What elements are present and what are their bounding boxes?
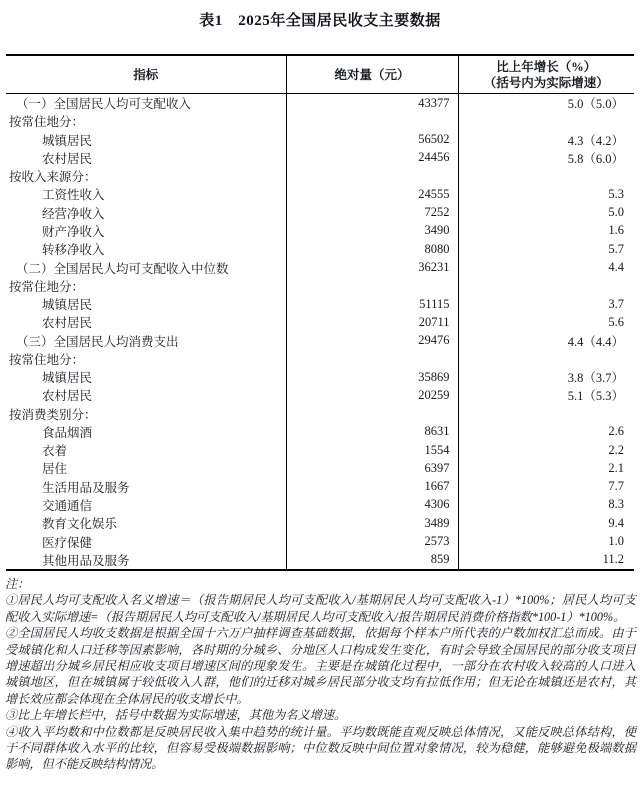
- growth-cell: 5.3: [458, 185, 634, 203]
- table-row: [6, 258, 634, 276]
- table-row: [6, 350, 634, 368]
- absolute-amount-cell: [286, 167, 458, 185]
- table-row: [6, 386, 634, 404]
- growth-cell: 4.3（4.2）: [458, 131, 634, 149]
- absolute-amount-cell: 6397: [286, 459, 458, 477]
- growth-cell: 5.7: [458, 240, 634, 258]
- table-row: [6, 149, 634, 167]
- table-row: [6, 423, 634, 441]
- absolute-amount-cell: 51115: [286, 295, 458, 313]
- growth-cell: 4.4: [458, 258, 634, 276]
- table-row: [6, 441, 634, 459]
- absolute-amount-cell: 3490: [286, 222, 458, 240]
- growth-cell: 2.1: [458, 459, 634, 477]
- absolute-amount-cell: 8631: [286, 423, 458, 441]
- col-header-growth: [458, 55, 634, 94]
- indicator-cell: 城镇居民: [42, 133, 93, 148]
- indicator-cell: 交通通信: [42, 498, 93, 513]
- growth-cell: 1.0: [458, 532, 634, 550]
- growth-cell: 5.0（5.0）: [458, 94, 634, 113]
- growth-cell: [458, 277, 634, 295]
- absolute-amount-cell: 1667: [286, 478, 458, 496]
- indicator-cell: 按消费类别分：: [9, 407, 97, 422]
- absolute-amount-cell: 7252: [286, 204, 458, 222]
- growth-cell: 1.6: [458, 222, 634, 240]
- indicator-cell: 经营净收入: [42, 206, 105, 221]
- absolute-amount-cell: 1554: [286, 441, 458, 459]
- indicator-cell: 食品烟酒: [42, 425, 93, 440]
- growth-cell: 2.6: [458, 423, 634, 441]
- note-item: ③比上年增长栏中，括号中数据为实际增速，其他为名义增速。: [5, 708, 347, 723]
- growth-cell: [458, 167, 634, 185]
- table-row: [6, 496, 634, 514]
- notes-section: [5, 576, 636, 773]
- absolute-amount-cell: 20259: [286, 386, 458, 404]
- indicator-cell: 转移净收入: [42, 243, 105, 258]
- growth-cell: 11.2: [458, 551, 634, 570]
- growth-cell: 5.8（6.0）: [458, 149, 634, 167]
- notes-label: 注：: [5, 576, 30, 591]
- absolute-amount-cell: 2573: [286, 532, 458, 550]
- table-header: [6, 55, 634, 94]
- indicator-cell: 农村居民: [42, 316, 93, 331]
- table-row: [6, 185, 634, 203]
- absolute-amount-cell: 8080: [286, 240, 458, 258]
- absolute-amount-cell: 36231: [286, 258, 458, 276]
- indicator-cell: 城镇居民: [42, 298, 93, 313]
- table-row: [6, 331, 634, 349]
- growth-cell: [458, 350, 634, 368]
- absolute-amount-cell: 3489: [286, 514, 458, 532]
- table-row: [6, 313, 634, 331]
- absolute-amount-cell: 859: [286, 551, 458, 570]
- notes-list: [5, 592, 636, 772]
- absolute-amount-cell: [286, 277, 458, 295]
- growth-cell: 8.3: [458, 496, 634, 514]
- indicator-cell: 按常住地分：: [9, 279, 85, 294]
- absolute-amount-cell: 24456: [286, 149, 458, 167]
- table-row: [6, 532, 634, 550]
- table-row: [6, 167, 634, 185]
- table-row: [6, 368, 634, 386]
- indicator-cell: 农村居民: [42, 151, 93, 166]
- table-row: [6, 222, 634, 240]
- table-header-row: [6, 55, 634, 94]
- table-row: [6, 277, 634, 295]
- table-body: [6, 94, 634, 570]
- table-row: [6, 295, 634, 313]
- indicator-cell: 衣着: [42, 444, 68, 459]
- note-item: ①居民人均可支配收入名义增速＝（报告期居民人均可支配收入/基期居民人均可支配收入-1）*100%；居民人均可支配收入实际增速=（报告期居民人均可支配收入/基期居民人均可支配收入/报告期居民消费价格指数*100-1）*100%。: [5, 593, 636, 624]
- indicator-cell: （三）全国居民人均消费支出: [16, 334, 179, 349]
- income-expenditure-table: [6, 54, 634, 571]
- indicator-cell: （二）全国居民人均可支配收入中位数: [16, 261, 229, 276]
- table-row: [6, 551, 634, 570]
- indicator-cell: （一）全国居民人均可支配收入: [16, 97, 192, 112]
- growth-cell: 3.8（3.7）: [458, 368, 634, 386]
- indicator-cell: 按常住地分：: [9, 115, 85, 130]
- growth-cell: 5.6: [458, 313, 634, 331]
- absolute-amount-cell: 35869: [286, 368, 458, 386]
- growth-cell: 4.4（4.4）: [458, 331, 634, 349]
- note-item: ④收入平均数和中位数都是反映居民收入集中趋势的统计量。平均数既能直观反映总体情况，又能反映总体结构，便于不同群体收入水平的比较，但容易受极端数据影响；中位数反映中间位置对象情况，较为稳健，能够避免极端数据影响，但不能反映结构情况。: [5, 724, 636, 772]
- indicator-cell: 按收入来源分：: [9, 170, 97, 185]
- col-header-absolute-amount: 绝对量（元）: [286, 55, 458, 94]
- table-row: [6, 514, 634, 532]
- indicator-cell: 城镇居民: [42, 371, 93, 386]
- table-row: [6, 459, 634, 477]
- growth-cell: 3.7: [458, 295, 634, 313]
- col-header-growth-line1: 比上年增长（%）: [496, 59, 597, 74]
- col-header-growth-line2: （括号内为实际增速）: [483, 75, 609, 90]
- indicator-cell: 工资性收入: [42, 188, 105, 203]
- table-row: [6, 131, 634, 149]
- absolute-amount-cell: [286, 405, 458, 423]
- growth-cell: [458, 405, 634, 423]
- indicator-cell: 居住: [42, 462, 68, 477]
- table-row: [6, 405, 634, 423]
- growth-cell: 2.2: [458, 441, 634, 459]
- growth-cell: 5.1（5.3）: [458, 386, 634, 404]
- growth-cell: 5.0: [458, 204, 634, 222]
- indicator-cell: 农村居民: [42, 389, 93, 404]
- table-row: [6, 204, 634, 222]
- indicator-cell: 其他用品及服务: [42, 553, 130, 568]
- growth-cell: 9.4: [458, 514, 634, 532]
- col-header-indicator: 指标: [6, 55, 286, 94]
- absolute-amount-cell: 43377: [286, 94, 458, 113]
- absolute-amount-cell: 24555: [286, 185, 458, 203]
- absolute-amount-cell: [286, 350, 458, 368]
- note-item: ②全国居民人均收支数据是根据全国十六万户抽样调查基础数据，依据每个样本户所代表的户数加权汇总而成。由于受城镇化和人口迁移等因素影响，各时期的分城乡、分地区人口构成发生变化，有时会导致全国居民的部分收支项目增速超出分城乡居民相应收支项目增速区间的现象发生。主要是在城镇化过程中，一部分在农村收入较高的人口进入城镇地区，但在城镇属于较低收入人群，他们的迁移对城乡居民部分收支均有拉低作用；但无论在城镇还是农村，其增长效应都会体现在全体居民的收支增长中。: [5, 626, 636, 706]
- table-row: [6, 478, 634, 496]
- absolute-amount-cell: 29476: [286, 331, 458, 349]
- absolute-amount-cell: [286, 112, 458, 130]
- indicator-cell: 医疗保健: [42, 535, 93, 550]
- absolute-amount-cell: 56502: [286, 131, 458, 149]
- page-title: 表1 2025年全国居民收支主要数据: [199, 13, 441, 29]
- indicator-cell: 财产净收入: [42, 224, 105, 239]
- indicator-cell: 生活用品及服务: [42, 480, 130, 495]
- absolute-amount-cell: 4306: [286, 496, 458, 514]
- growth-cell: [458, 112, 634, 130]
- indicator-cell: 教育文化娱乐: [42, 517, 118, 532]
- table-row: [6, 112, 634, 130]
- table-row: [6, 94, 634, 113]
- absolute-amount-cell: 20711: [286, 313, 458, 331]
- table-row: [6, 240, 634, 258]
- growth-cell: 7.7: [458, 478, 634, 496]
- indicator-cell: 按常住地分：: [9, 352, 85, 367]
